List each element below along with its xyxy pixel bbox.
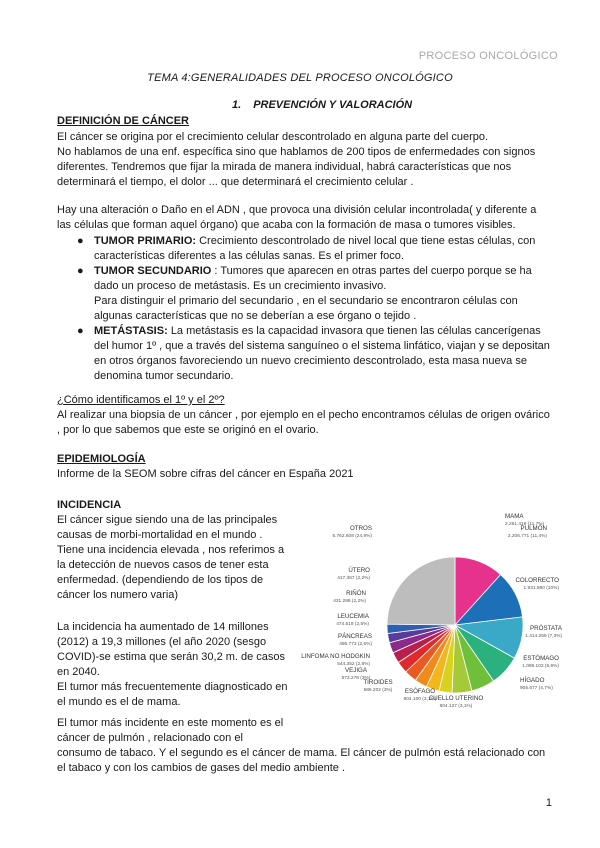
pie-label-8: TIROIDES [363,679,393,686]
pie-value-label-13: 431.288 (2,2%) [333,599,366,604]
incidencia-paragraph-1: El cáncer sigue siendo una de las principales causas de morbi-mortalidad en el mundo . Tiene una incidencia elevada , nos referimos a la detección de nuevos casos de tener esta enfermedad. (dependiendo de los tipos de cáncer los numero varia) [57,514,285,601]
adn-paragraph: Hay una alteración o Daño en el ADN , que provoca una división celular incontrolada( y diferente a las células que forman aquel órgano) que acaba con la formación de masa o tumores visibles. [57,204,537,231]
section-label: PREVENCIÓN Y VALORACIÓN [253,99,413,111]
pie-value-label-7: 604.100 (3,1%) [403,697,437,702]
section-heading [232,99,412,111]
pie-slice-15 [387,557,455,625]
pie-label-14: ÚTERO [348,567,370,574]
list-item: ● TUMOR SECUNDARIO : Tumores que aparecen en otras partes del cuerpo porque se ha dado un proceso de metástasis. Es un crecimiento invasivo. Para distinguir el primario del secundario , en el secundario se encontraron células con algunas características que no se deberían a ese órgano o tejido . [77,265,532,322]
pie-value-label-10: 544.352 (2,8%) [337,662,370,667]
pie-label-2: COLORRECTO [515,577,559,584]
pie-label-7: ESÓFAGO [404,688,436,695]
list-item: ● METÁSTASIS: La metástasis es la capacidad invasora que tienen las células cancerígenas del humor 1º , que a través del sistema sanguíneo o el sistema linfático, viajan y se depositan en otros órganos favoreciendo un nuevo crecimiento descontrolado, esta masa nueva se denomina tumor secundario. [77,325,550,382]
list-item: ● TUMOR PRIMARIO: Crecimiento descontrolado de nivel local que tiene estas células, con características diferentes a las células sanas. Es el primer foco. [77,235,536,262]
pie-label-3: PRÓSTATA [530,625,562,632]
pie-label-13: RIÑÓN [346,590,366,597]
section-number: 1. [232,99,242,111]
pie-label-15: OTROS [349,525,372,532]
pie-label-0: MAMA [505,513,524,520]
pie-value-label-11: 495.773 (2,6%) [339,642,372,647]
pie-value-label-1: 2.206.771 (11,4%) [507,534,547,539]
pie-label-9: VEJIGA [344,667,368,674]
incidencia-paragraph-4: consumo de tabaco. Y el segundo es el cáncer de mama. El cáncer de pulmón está relacionado con el tabaco y con los cambios de gases del medio ambiente . [57,747,546,774]
epidemiologia-heading: EPIDEMIOLOGÍA [57,453,146,465]
pie-value-label-9: 573.278 (3%) [341,676,371,681]
incidencia-paragraph-3: El tumor más incidente en este momento es el cáncer de pulmón , relacionado con el [57,717,284,744]
pie-label-4: ESTÓMAGO [523,655,559,662]
pie-label-10: LINFOMA NO HODGKIN [301,653,370,660]
pie-label-12: LEUCEMIA [337,613,369,620]
pie-value-label-6: 604.127 (3,1%) [439,704,473,709]
pie-value-label-14: 417.367 (2,2%) [337,576,370,581]
bullet-list [57,234,557,384]
identificar-paragraph: Al realizar una biopsia de un cáncer , por ejemplo en el pecho encontramos células de origen ovárico , por lo que sabemos que este se originó en el ovario. [57,409,550,436]
epidemiologia-text: Informe de la SEOM sobre cifras del cáncer en España 2021 [57,468,354,480]
identificar-question: ¿Cómo identificamos el 1º y el 2º? [57,394,225,406]
pie-value-label-2: 1.931.590 (10%) [523,586,559,591]
pie-value-label-5: 905.677 (4,7%) [520,686,553,691]
pie-value-label-8: 586.202 (3%) [363,688,393,693]
pie-label-6: CUELLO UTERINO [428,695,484,702]
pie-value-label-4: 1.089.103 (5,6%) [522,664,559,669]
definicion-paragraph: El cáncer se origina por el crecimiento celular descontrolado en alguna parte del cuerpo. No hablamos de una enf. específica sino que hablamos de 200 tipos de enfermedades con signos diferentes. Tendremos que fijar la mirada de manera individual, habrá características que nos determinará el tiempo, el dolor ... que determinará el crecimiento celular . [57,131,536,188]
pie-label-5: HÍGADO [520,677,545,684]
running-header: PROCESO ONCOLÓGICO [418,50,558,62]
definicion-heading: DEFINICIÓN DE CÁNCER [57,115,190,127]
incidencia-paragraph-2: La incidencia ha aumentado de 14 millones (2012) a 19,3 millones (el año 2020 (sesgo COVID)-se estima que serán 30,2 m. de casos en 2040. El tumor más frecuentemente diagnosticado en el mundo es el de mama. [57,621,288,708]
pie-label-11: PÁNCREAS [337,633,372,640]
pie-value-label-3: 1.414.259 (7,3%) [525,634,562,639]
pie-value-label-12: 474.519 (2,5%) [336,622,369,627]
cancer-incidence-pie-chart [300,510,570,750]
document-title: TEMA 4:GENERALIDADES DEL PROCESO ONCOLÓGICO [147,72,453,84]
pie-label-1: PULMÓN [520,525,547,532]
page-number: 1 [545,797,552,809]
pie-value-label-0: 2.261.419 (11,7%) [505,522,545,527]
pie-value-label-15: 5.762.608 (24,8%) [332,534,372,539]
incidencia-heading: INCIDENCIA [57,499,122,511]
